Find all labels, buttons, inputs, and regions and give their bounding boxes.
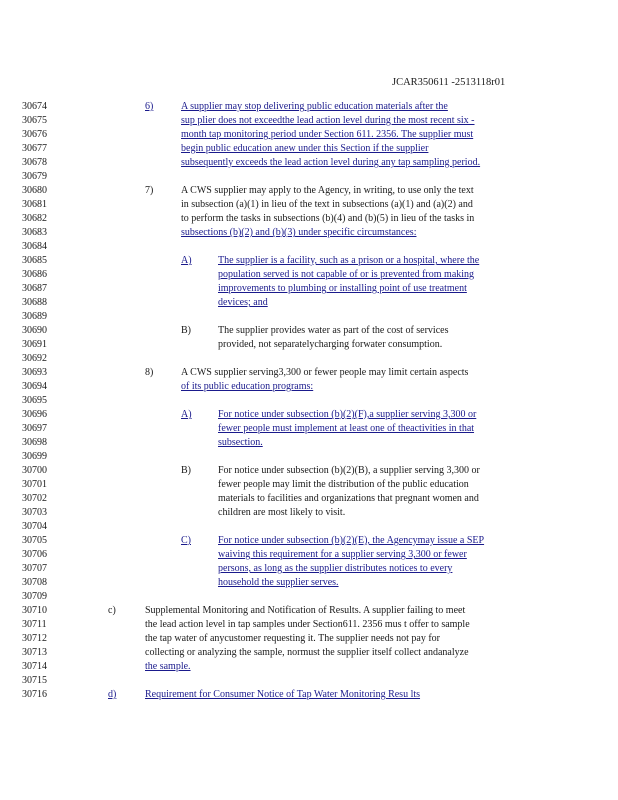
line-number: 30676: [22, 129, 47, 140]
text-line: waiving this requirement for a supplier serving 3,300 or fewer: [218, 549, 467, 560]
item-label: 8): [145, 367, 154, 378]
line-number: 30693: [22, 367, 47, 378]
line-number: 30708: [22, 577, 47, 588]
line-number: 30698: [22, 437, 47, 448]
line-number: 30684: [22, 241, 47, 252]
text-line: For notice under subsection (b)(2)(B), a supplier serving 3,300 or: [218, 465, 480, 476]
text-line: to perform the tasks in subsections (b)(4) and (b)(5) in lieu of the tasks in: [181, 213, 475, 224]
text-line: the tap water of anycustomer requesting it. The supplier needs not pay for: [145, 633, 441, 644]
text-line: persons, as long as the supplier distributes notices to every: [218, 563, 453, 574]
item-label: A): [181, 255, 192, 266]
line-number: 30692: [22, 353, 47, 364]
line-number: 30685: [22, 255, 47, 266]
item-label: C): [181, 535, 191, 546]
text-line: collecting or analyzing the sample, normust the supplier itself collect andanalyze: [145, 647, 469, 658]
text-line: A CWS supplier serving3,300 or fewer people may limit certain aspects: [181, 367, 469, 378]
line-number: 30696: [22, 409, 47, 420]
line-number: 30694: [22, 381, 47, 392]
line-number: 30682: [22, 213, 47, 224]
item-label: d): [108, 689, 117, 700]
item-label: B): [181, 465, 191, 476]
line-number: 30707: [22, 563, 47, 574]
line-number: 30705: [22, 535, 47, 546]
text-line: children are most likely to visit.: [218, 507, 346, 518]
line-number: 30713: [22, 647, 47, 658]
text-line: A supplier may stop delivering public education materials after the: [181, 101, 448, 112]
text-line: improvements to plumbing or installing point of use treatment: [218, 283, 467, 294]
line-number: 30712: [22, 633, 47, 644]
line-number: 30689: [22, 311, 47, 322]
text-line: For notice under subsection (b)(2)(F),a supplier serving 3,300 or: [218, 409, 477, 420]
line-number: 30686: [22, 269, 47, 280]
document-id-header: JCAR350611 -2513118r01: [392, 77, 506, 88]
text-line: of its public education programs:: [181, 381, 314, 392]
text-line: fewer people must implement at least one of theactivities in that: [218, 423, 475, 434]
line-number: 30683: [22, 227, 47, 238]
line-number: 30681: [22, 199, 47, 210]
line-number: 30691: [22, 339, 47, 350]
line-number: 30700: [22, 465, 47, 476]
line-number: 30703: [22, 507, 47, 518]
item-label: B): [181, 325, 191, 336]
text-line: devices; and: [218, 297, 268, 308]
text-line: The supplier is a facility, such as a prison or a hospital, where the: [218, 255, 480, 266]
text-line: provided, not separatelycharging forwater consumption.: [218, 339, 443, 350]
line-number: 30678: [22, 157, 47, 168]
text-line: fewer people may limit the distribution of the public education: [218, 479, 469, 490]
text-line: materials to facilities and organizations that pregnant women and: [218, 493, 479, 504]
line-number: 30687: [22, 283, 47, 294]
line-number: 30702: [22, 493, 47, 504]
line-number: 30709: [22, 591, 47, 602]
text-line: the sample.: [145, 661, 191, 672]
line-number: 30679: [22, 171, 47, 182]
line-number: 30688: [22, 297, 47, 308]
line-number: 30690: [22, 325, 47, 336]
line-number: 30716: [22, 689, 47, 700]
line-number: 30704: [22, 521, 47, 532]
line-number: 30699: [22, 451, 47, 462]
text-line: in subsection (a)(1) in lieu of the text in subsections (a)(1) and (a)(2) and: [181, 199, 473, 210]
text-line: The supplier provides water as part of the cost of services: [218, 325, 449, 336]
line-number: 30710: [22, 605, 47, 616]
text-line: begin public education anew under this Section if the supplier: [181, 143, 429, 154]
text-line: the lead action level in tap samples under Section611. 2356 mus t offer to sample: [145, 619, 470, 630]
line-number: 30680: [22, 185, 47, 196]
item-label: A): [181, 409, 192, 420]
text-line: A CWS supplier may apply to the Agency, in writing, to use only the text: [181, 185, 474, 196]
line-number: 30674: [22, 101, 47, 112]
text-line: subsection.: [218, 437, 263, 448]
text-line: subsequently exceeds the lead action level during any tap sampling period.: [181, 157, 481, 168]
item-label: c): [108, 605, 116, 616]
text-line: month tap monitoring period under Section 611. 2356. The supplier must: [181, 129, 474, 140]
line-number: 30675: [22, 115, 47, 126]
section-heading: Requirement for Consumer Notice of Tap Water Monitoring Resu lts: [145, 689, 421, 700]
line-number: 30715: [22, 675, 47, 686]
line-number: 30697: [22, 423, 47, 434]
line-number: 30714: [22, 661, 47, 672]
text-line: Supplemental Monitoring and Notification of Results. A supplier failing to meet: [145, 605, 466, 616]
text-line: subsections (b)(2) and (b)(3) under specific circumstances:: [181, 227, 417, 238]
text-line: household the supplier serves.: [218, 577, 339, 588]
line-number: 30711: [22, 619, 47, 630]
text-line: population served is not capable of or is prevented from making: [218, 269, 475, 280]
line-number: 30701: [22, 479, 47, 490]
line-number: 30677: [22, 143, 47, 154]
text-line: For notice under subsection (b)(2)(E), the Agencymay issue a SEP: [218, 535, 485, 546]
text-line: sup plier does not exceedthe lead action level during the most recent six -: [181, 115, 475, 126]
item-label: 7): [145, 185, 154, 196]
line-number: 30695: [22, 395, 47, 406]
line-number: 30706: [22, 549, 47, 560]
item-label: 6): [145, 101, 154, 112]
